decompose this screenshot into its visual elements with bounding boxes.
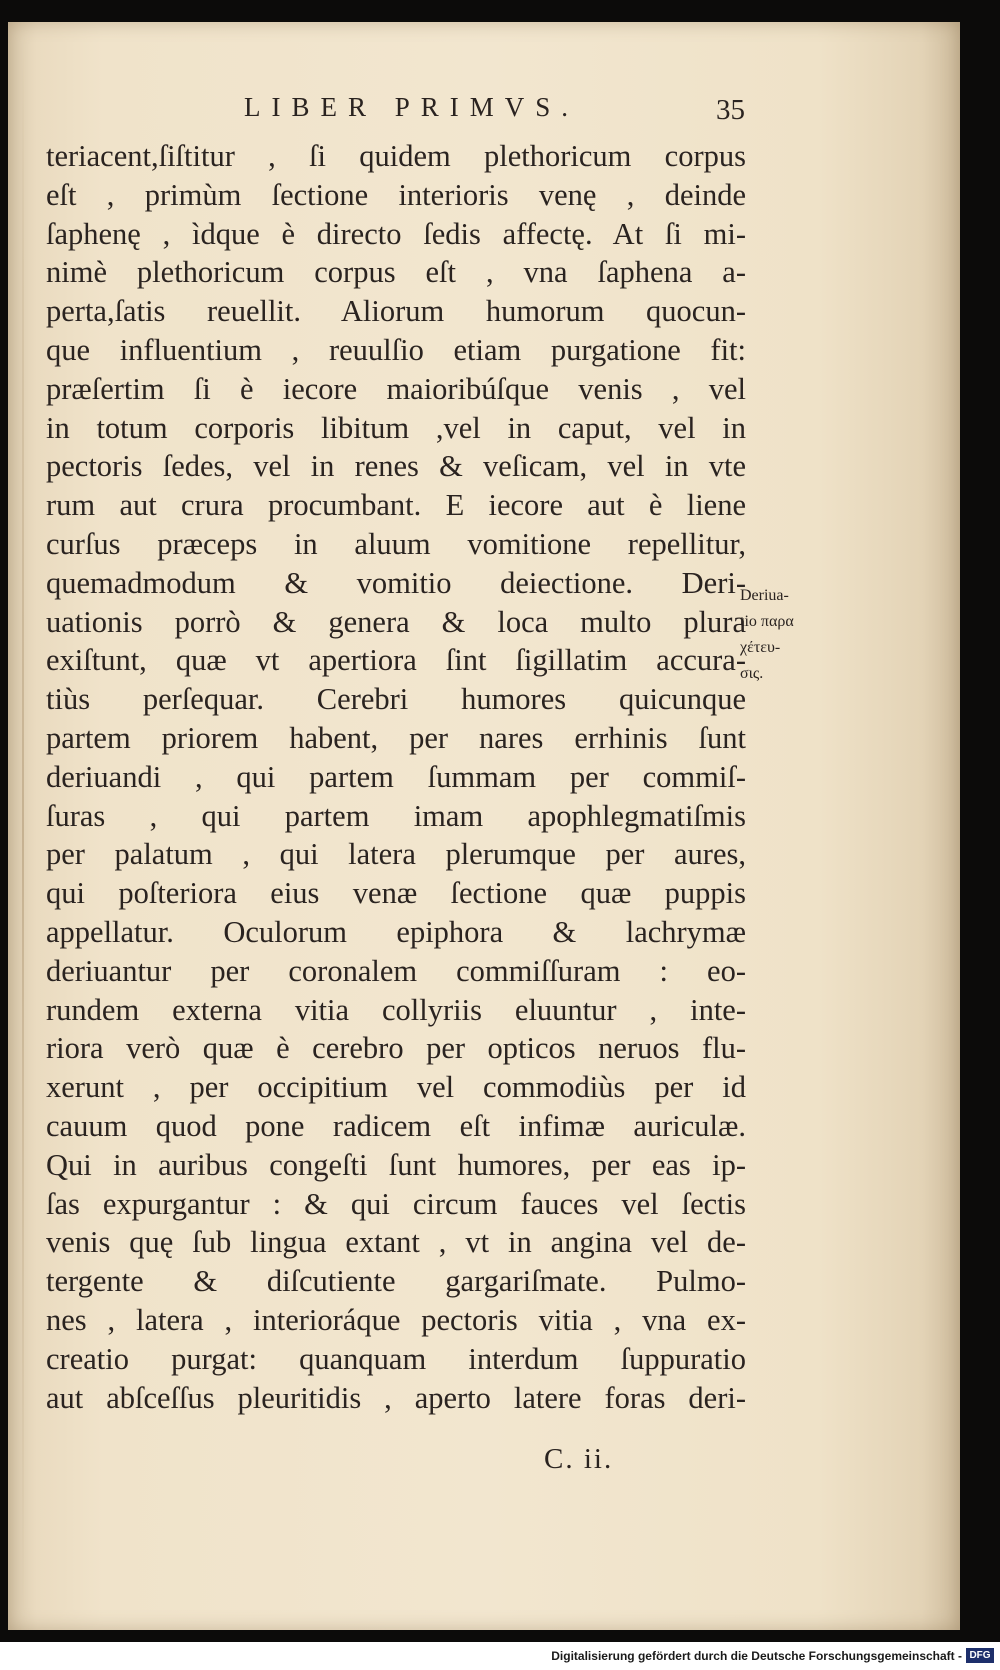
marginal-note-line: Deriua- <box>740 587 789 604</box>
marginal-note-line: χέτευ- <box>740 639 781 656</box>
marginal-note-line: tio παρα <box>740 613 794 630</box>
text-line: creatio purgat: quanquam interdum ſuppuratio <box>46 1341 746 1376</box>
text-line: uationis porrò & genera & loca multo plura <box>46 604 746 639</box>
text-line: eſt , primùm ſectione interioris venę , deinde <box>46 177 746 212</box>
text-line: rum aut crura procumbant. E iecore aut è liene <box>46 488 746 523</box>
text-line: venis quę ſub lingua extant , vt in angina vel de- <box>46 1225 746 1260</box>
text-line: qui poſteriora eius venæ ſectione quæ puppis <box>46 876 746 911</box>
running-head: LIBER PRIMVS. <box>244 92 580 122</box>
marginal-note-line: σις. <box>740 665 764 682</box>
text-line: perta,ſatis reuellit. Aliorum humorum quocun- <box>46 294 746 329</box>
text-line: nimè plethoricum corpus eſt , vna ſaphena a- <box>46 255 746 290</box>
text-line: ſaphenę , ìdque è directo ſedis affectę. At ſi mi- <box>46 216 746 251</box>
text-line: tiùs perſequar. Cerebri humores quicunque <box>46 682 746 717</box>
text-line: præſertim ſi è iecore maioribúſque venis , vel <box>46 371 746 406</box>
text-line: quemadmodum & vomitio deiectione. Deri- <box>46 565 746 600</box>
page-gutter-shadow <box>22 52 24 1612</box>
text-line: Qui in auribus congeſti ſunt humores, per eas ip- <box>46 1147 746 1182</box>
text-line: deriuandi , qui partem ſummam per commiſ- <box>46 759 746 794</box>
text-line: tergente & diſcutiente gargariſmate. Pulmo- <box>46 1264 746 1299</box>
text-line: ſas expurgantur : & qui circum fauces vel ſectis <box>46 1186 746 1221</box>
text-line: appellatur. Oculorum epiphora & lachrymæ <box>46 914 746 949</box>
text-line: ſuras , qui partem imam apophlegmatiſmis <box>46 798 746 833</box>
signature-mark: C. ii. <box>544 1443 614 1475</box>
text-line: curſus præceps in aluum vomitione repellitur, <box>46 526 746 561</box>
text-line: aut abſceſſus pleuritidis , aperto latere foras deri- <box>46 1380 746 1415</box>
text-line: riora verò quæ è cerebro per opticos neruos flu- <box>46 1031 746 1066</box>
text-line: xerunt , per occipitium vel commodiùs per id <box>46 1070 746 1105</box>
dfg-logo: DFG <box>966 1648 994 1663</box>
text-line: pectoris ſedes, vel in renes & veſicam, vel in vte <box>46 449 746 484</box>
text-line: per palatum , qui latera plerumque per aures, <box>46 837 746 872</box>
text-line: deriuantur per coronalem commiſſuram : eo- <box>46 953 746 988</box>
text-line: in totum corporis libitum ,vel in caput, vel in <box>46 410 746 445</box>
text-line: rundem externa vitia collyriis eluuntur , inte- <box>46 992 746 1027</box>
funding-credit: Digitalisierung gefördert durch die Deutsche Forschungsgemeinschaft - <box>551 1649 962 1663</box>
text-line: partem priorem habent, per nares errhinis ſunt <box>46 720 746 755</box>
text-line: cauum quod pone radicem eſt infimæ auriculæ. <box>46 1108 746 1143</box>
page-number: 35 <box>716 94 745 126</box>
text-line: teriacent,ſiſtitur , ſi quidem plethoricum corpus <box>46 139 746 173</box>
footer-bar <box>0 1644 1000 1670</box>
text-line: nes , latera , interioráque pectoris vitia , vna ex- <box>46 1302 746 1337</box>
marginal-note <box>740 583 830 687</box>
text-line: exiſtunt, quæ vt apertiora ſint ſigillatim accura- <box>46 643 746 678</box>
text-line: que influentium , reuulſio etiam purgatione fit: <box>46 332 746 367</box>
body-text <box>46 137 746 1417</box>
